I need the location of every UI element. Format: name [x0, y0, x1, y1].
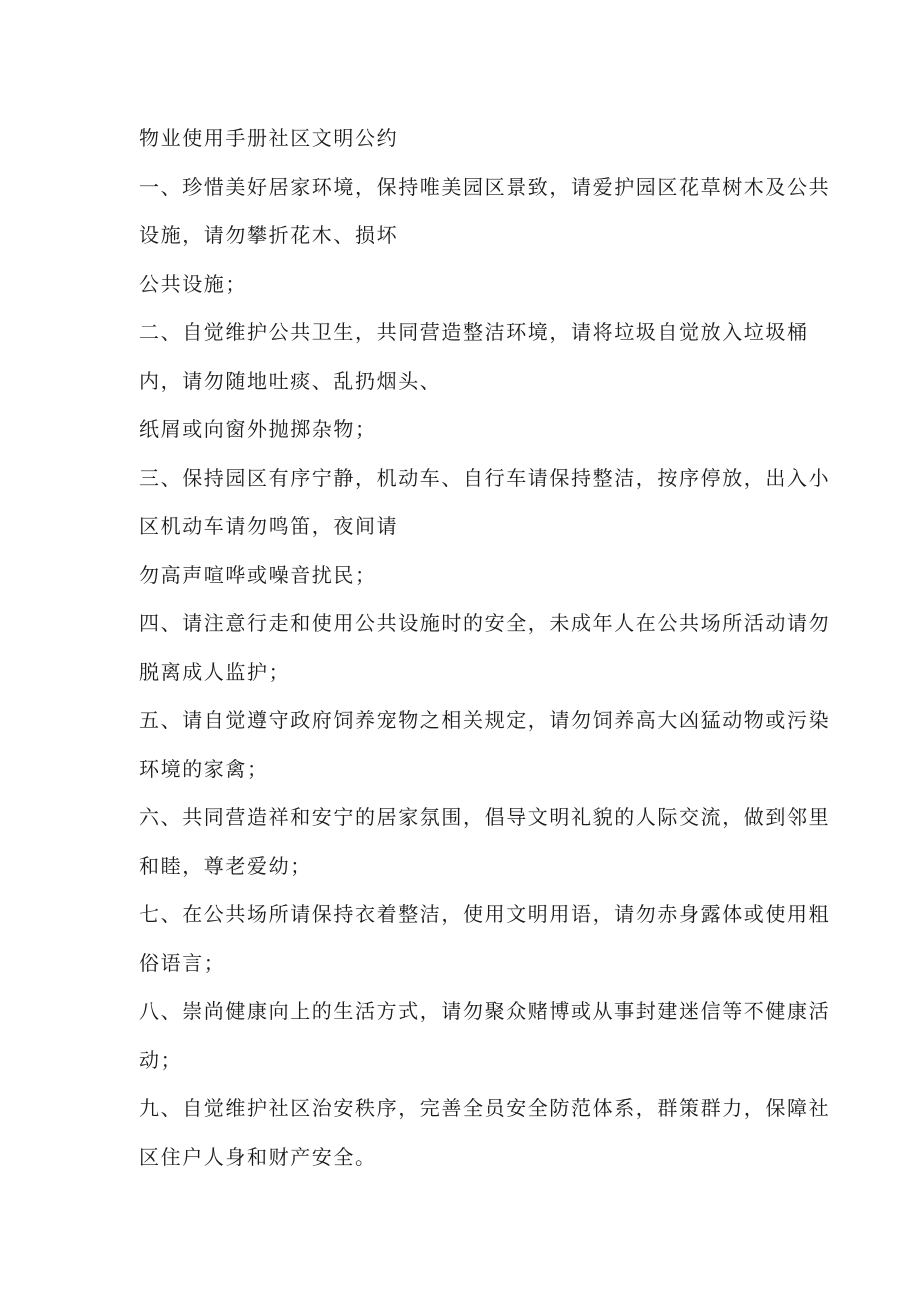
text-line: 六、共同营造祥和安宁的居家氛围，倡导文明礼貌的人际交流，做到邻里 — [139, 805, 831, 829]
text-line: 三、保持园区有序宁静，机动车、自行车请保持整洁，按序停放，出入小 — [139, 465, 831, 490]
text-line: 设施，请勿攀折花木、损坏 — [139, 223, 399, 247]
text-line: 公共设施； — [139, 271, 247, 296]
text-line: 环境的家禽； — [139, 756, 269, 781]
text-line: 八、崇尚健康向上的生活方式，请勿聚众赌博或从事封建迷信等不健康活 — [139, 999, 831, 1023]
text-line: 勿高声喧哗或噪音扰民； — [139, 562, 377, 587]
document-title: 物业使用手册社区文明公约 — [139, 126, 399, 150]
text-line: 区住户人身和财产安全。 — [139, 1144, 377, 1169]
text-line: 一、珍惜美好居家环境，保持唯美园区景致，请爱护园区花草树木及公共 — [139, 174, 831, 199]
text-line: 区机动车请勿鸣笛，夜间请 — [139, 514, 399, 538]
text-line: 九、自觉维护社区治安秩序，完善全员安全防范体系，群策群力，保障社 — [139, 1096, 831, 1120]
text-line: 和睦，尊老爱幼； — [139, 853, 312, 878]
text-line: 脱离成人监护； — [139, 659, 291, 684]
text-line: 四、请注意行走和使用公共设施时的安全，未成年人在公共场所活动请勿 — [139, 611, 831, 635]
document-page — [139, 114, 831, 1181]
text-line: 二、自觉维护公共卫生，共同营造整洁环境，请将垃圾自觉放入垃圾桶 — [139, 320, 809, 344]
text-line: 内，请勿随地吐痰、乱扔烟头、 — [139, 368, 442, 393]
text-line: 五、请自觉遵守政府饲养宠物之相关规定，请勿饲养高大凶猛动物或污染 — [139, 708, 831, 732]
text-line: 俗语言； — [139, 950, 226, 975]
text-line: 动； — [139, 1047, 183, 1072]
text-line: 七、在公共场所请保持衣着整洁，使用文明用语，请勿赤身露体或使用粗 — [139, 902, 831, 926]
text-line: 纸屑或向窗外抛掷杂物； — [139, 417, 377, 441]
